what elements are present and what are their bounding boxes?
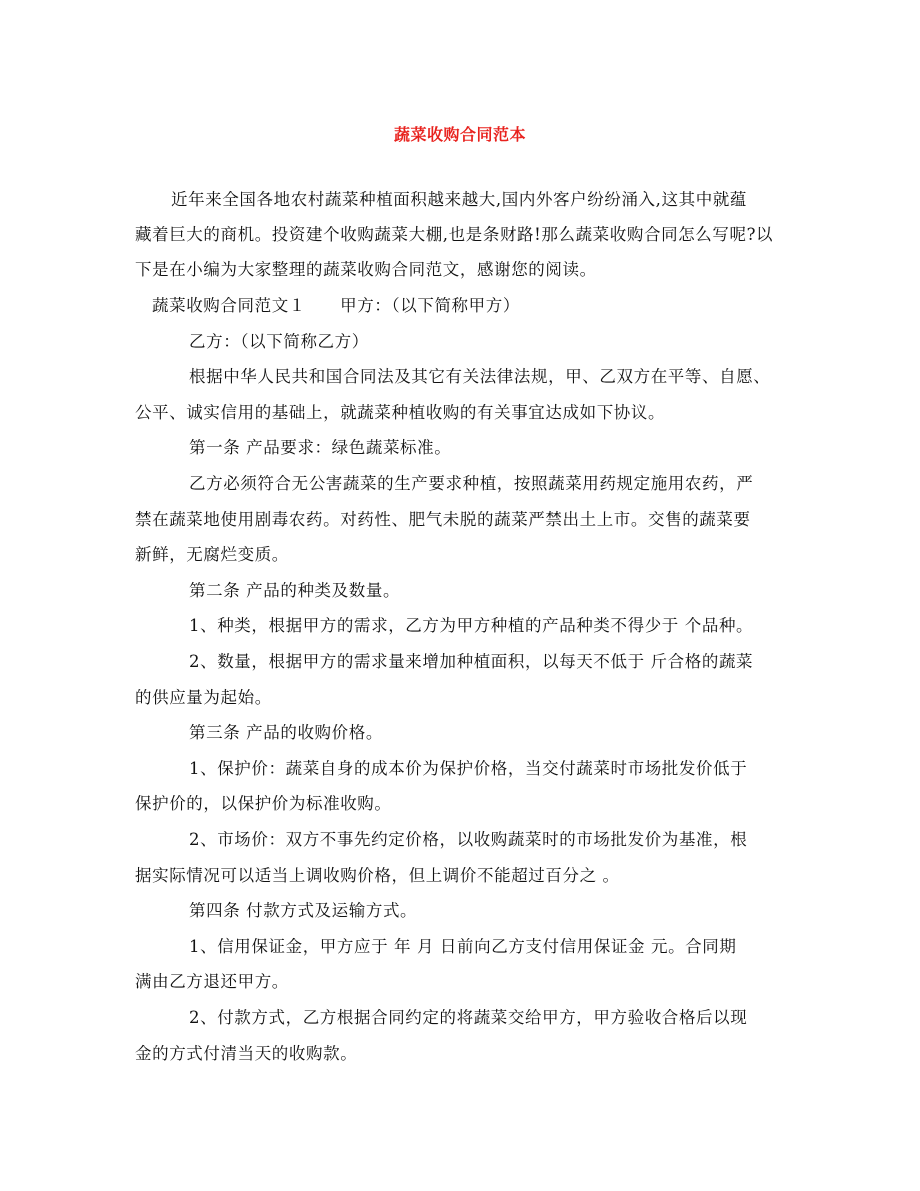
paragraph-line: 蔬菜收购合同范文１ 甲方：（以下简称甲方） (152, 296, 520, 315)
paragraph-line: 公平、诚实信用的基础上，就蔬菜种植收购的有关事宜达成如下协议。 (135, 403, 666, 422)
paragraph-line: 近年来全国各地农村蔬菜种植面积越来越大,国内外客户纷纷涌入,这其中就蕴 (171, 190, 747, 209)
paragraph-line: 1、保护价：蔬菜自身的成本价为保护价格，当交付蔬菜时市场批发价低于 (189, 759, 748, 778)
paragraph-line: 2、市场价：双方不事先约定价格，以收购蔬菜时的市场批发价为基准，根 (189, 830, 748, 849)
section-heading: 第三条 产品的收购价格。 (189, 723, 383, 742)
section-heading: 第四条 付款方式及运输方式。 (189, 901, 418, 920)
paragraph-line: 2、数量，根据甲方的需求量来增加种植面积，以每天不低于 斤合格的蔬菜 (189, 652, 754, 671)
paragraph-line: 藏着巨大的商机。投资建个收购蔬菜大棚,也是条财路!那么蔬菜收购合同怎么写呢?以 (135, 225, 774, 244)
paragraph-line: 据实际情况可以适当上调收购价格，但上调价不能超过百分之 。 (135, 866, 620, 885)
paragraph-line: 新鲜，无腐烂变质。 (135, 545, 289, 564)
document-title: 蔬菜收购合同范本 (393, 125, 526, 144)
section-heading: 第一条 产品要求：绿色蔬菜标准。 (189, 438, 452, 457)
paragraph-line: 根据中华人民共和国合同法及其它有关法律法规，甲、乙双方在平等、自愿、 (189, 367, 771, 386)
paragraph-line: 乙方必须符合无公害蔬菜的生产要求种植，按照蔬菜用药规定施用农药，严 (189, 474, 754, 493)
paragraph-line: 金的方式付清当天的收购款。 (135, 1044, 358, 1063)
paragraph-line: 1、种类，根据甲方的需求，乙方为甲方种植的产品种类不得少于 个品种。 (189, 616, 754, 635)
paragraph-line: 禁在蔬菜地使用剧毒农药。对药性、肥气未脱的蔬菜严禁出土上市。交售的蔬菜要 (135, 510, 751, 529)
paragraph-line: 的供应量为起始。 (135, 688, 272, 707)
paragraph-line: 满由乙方退还甲方。 (135, 972, 289, 991)
section-heading: 第二条 产品的种类及数量。 (189, 581, 401, 600)
paragraph-line: 1、信用保证金，甲方应于 年 月 日前向乙方支付信用保证金 元。合同期 (189, 937, 737, 956)
paragraph-line: 2、付款方式，乙方根据合同约定的将蔬菜交给甲方，甲方验收合格后以现 (189, 1008, 748, 1027)
paragraph-line: 乙方：（以下简称乙方） (189, 332, 369, 351)
paragraph-line: 下是在小编为大家整理的蔬菜收购合同范文，感谢您的阅读。 (135, 260, 597, 279)
paragraph-line: 保护价的，以保护价为标准收购。 (135, 794, 392, 813)
